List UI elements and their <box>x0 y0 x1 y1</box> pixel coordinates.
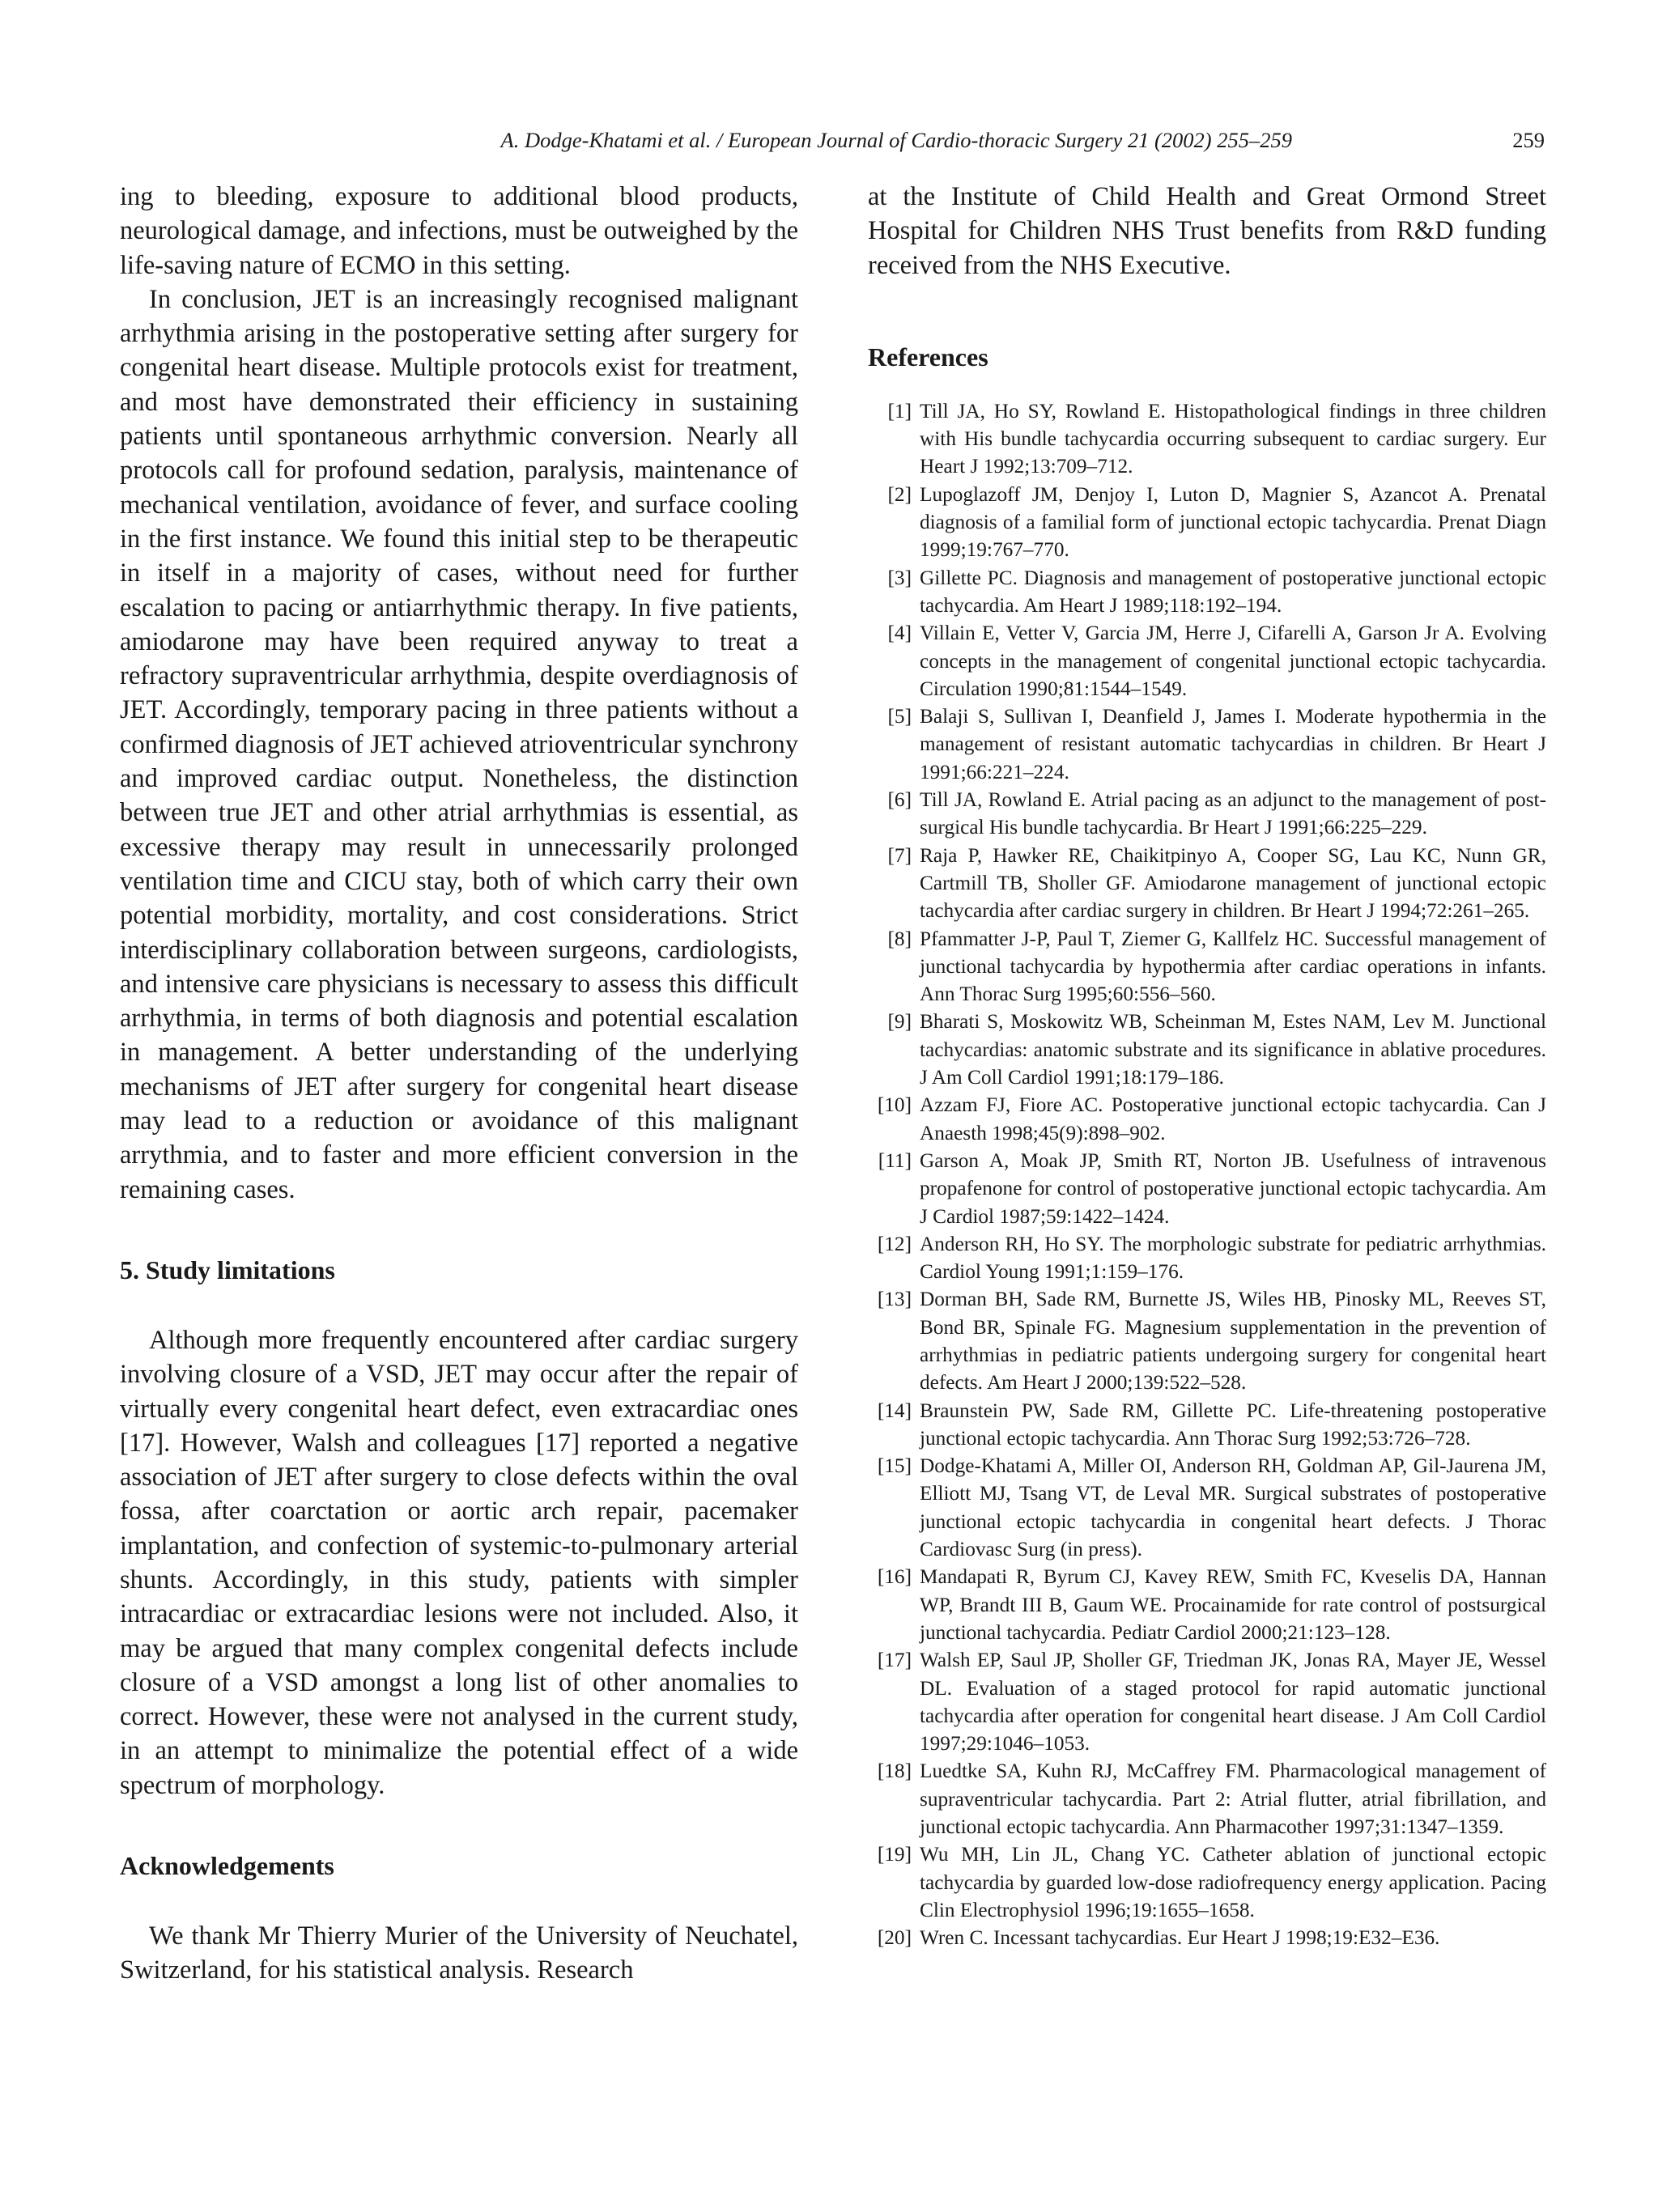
reference-item <box>868 1646 1546 1757</box>
reference-item <box>868 1230 1546 1286</box>
reference-item <box>868 925 1546 1008</box>
reference-text: Raja P, Hawker RE, Chaikitpinyo A, Cooper SG, Lau KC, Nunn GR, Cartmill TB, Sholler GF. Amiodarone management of junctional ectopic tachycardia after cardiac surgery in children. Br Heart J 1994;72:261–265. <box>920 843 1546 923</box>
right-column <box>868 180 1546 1952</box>
reference-item <box>868 1091 1546 1147</box>
reference-number: [15] <box>877 1454 912 1478</box>
paragraph-study-limitations: Although more frequently encountered after cardiac surgery involving closure of a VSD, JET may occur after the repair of virtually every congenital heart defect, even extracardiac ones [17]. However, Walsh and colleagues [17] reported a negative association of JET after surgery to close defects within the oval fossa, after coarctation or aortic arch repair, pacemaker implantation, and confection of systemic-to-pulmonary arterial shunts. Accordingly, in this study, patients with simpler intracardiac or extracardiac lesions were not included. Also, it may be argued that many complex congenital defects include closure of a VSD amongst a long list of other anomalies to correct. However, these were not analysed in the current study, in an attempt to minimalize the potential effect of a wide spectrum of morphology. <box>120 1325 798 1800</box>
reference-text: Luedtke SA, Kuhn RJ, McCaffrey FM. Pharmacological management of supraventricular tachycardia. Part 2: Atrial flutter, atrial fibrillation, and junctional ectopic tachycardia. Ann Pharmacother 1997;31:1347–1359. <box>920 1760 1546 1839</box>
reference-item <box>868 619 1546 703</box>
reference-number: [2] <box>887 482 912 506</box>
reference-item <box>868 397 1546 481</box>
reference-item <box>868 1924 1546 1951</box>
reference-number: [1] <box>887 399 912 422</box>
reference-item <box>868 703 1546 786</box>
reference-number: [12] <box>877 1232 912 1255</box>
reference-number: [17] <box>877 1649 912 1672</box>
reference-item <box>868 1397 1546 1453</box>
reference-number: [4] <box>887 622 912 645</box>
reference-item <box>868 1757 1546 1841</box>
reference-text: Azzam FJ, Fiore AC. Postoperative junctional ectopic tachycardia. Can J Anaesth 1998;45(9):898–902. <box>920 1093 1546 1144</box>
paragraph-conclusion: In conclusion, JET is an increasingly recognised malignant arrhythmia arising in the postoperative setting after surgery for congenital heart disease. Multiple protocols exist for treatment, and most have demonstrated their efficiency in sustaining patients until spontaneous arrhythmic conversion. Nearly all protocols call for profound sedation, paralysis, maintenance of mechanical ventilation, avoidance of fever, and surface cooling in the first instance. We found this initial step to be therapeutic in itself in a majority of cases, without need for further escalation to pacing or antiarrhythmic therapy. In five patients, amiodarone may have been required anyway to treat a refractory supraventricular arrhythmia, despite overdiagnosis of JET. Accordingly, temporary pacing in three patients without a confirmed diagnosis of JET achieved atrioventricular synchrony and improved cardiac output. Nonetheless, the distinction between true JET and other atrial arrhythmias is essential, as excessive therapy may result in unnecessarily prolonged ventilation time and CICU stay, both of which carry their own potential morbidity, mortality, and cost considerations. Strict interdisciplinary collaboration between surgeons, cardiologists, and intensive care physicians is necessary to assess this difficult arrhythmia, in terms of both diagnosis and potential escalation in management. A better understanding of the underlying mechanisms of JET after surgery for congenital heart disease may lead to a reduction or avoidance of this malignant arrythmia, and to faster and more efficient conversion in the remaining cases. <box>120 284 798 1204</box>
reference-text: Villain E, Vetter V, Garcia JM, Herre J, Cifarelli A, Garson Jr A. Evolving concepts in the management of congenital junctional ectopic tachycardia. Circulation 1990;81:1544–1549. <box>920 622 1546 700</box>
reference-text: Till JA, Rowland E. Atrial pacing as an adjunct to the management of post-surgical His bundle tachycardia. Br Heart J 1991;66:225–229. <box>920 788 1546 839</box>
reference-text: Balaji S, Sullivan I, Deanfield J, James I. Moderate hypothermia in the management of resistant automatic tachycardias in children. Br Heart J 1991;66:221–224. <box>920 705 1546 783</box>
reference-text: Garson A, Moak JP, Smith RT, Norton JB. Usefulness of intravenous propafenone for control of postoperative junctional ectopic tachycardia. Am J Cardiol 1987;59:1422–1424. <box>920 1148 1546 1228</box>
reference-number: [14] <box>877 1399 912 1422</box>
reference-text: Gillette PC. Diagnosis and management of postoperative junctional ectopic tachycardia. Am Heart J 1989;118:192–194. <box>920 566 1546 617</box>
reference-text: Walsh EP, Saul JP, Sholler GF, Triedman JK, Jonas RA, Mayer JE, Wessel DL. Evaluation of a staged protocol for rapid automatic junctional tachycardia after operation for congenital heart disease. J Am Coll Cardiol 1997;29:1046–1053. <box>920 1649 1546 1756</box>
reference-number: [3] <box>887 566 912 589</box>
reference-number: [18] <box>877 1760 912 1783</box>
reference-text: Dorman BH, Sade RM, Burnette JS, Wiles HB, Pinosky ML, Reeves ST, Bond BR, Spinale FG. Magnesium supplementation in the prevention of arrhythmias in pediatric patients undergoing surgery for congenital heart defects. Am Heart J 2000;139:522–528. <box>920 1288 1546 1395</box>
reference-item <box>868 481 1546 564</box>
reference-text: Anderson RH, Ho SY. The morphologic substrate for pediatric arrhythmias. Cardiol Young 1991;1:159–176. <box>920 1232 1546 1284</box>
reference-text: Braunstein PW, Sade RM, Gillette PC. Life-threatening postoperative junctional ectopic tachycardia. Ann Thorac Surg 1992;53:726–728. <box>920 1399 1546 1450</box>
reference-item <box>868 1285 1546 1396</box>
reference-text: Bharati S, Moskowitz WB, Scheinman M, Estes NAM, Lev M. Junctional tachycardias: anatomic substrate and its significance in ablative procedures. J Am Coll Cardiol 1991;18:179–186. <box>920 1010 1546 1089</box>
reference-text: Wu MH, Lin JL, Chang YC. Catheter ablation of junctional ectopic tachycardia by guarded low-dose radiofrequency energy application. Pacing Clin Electrophysiol 1996;19:1655–1658. <box>920 1843 1546 1921</box>
reference-text: Mandapati R, Byrum CJ, Kavey REW, Smith FC, Kveselis DA, Hannan WP, Brandt III B, Gaum WE. Procainamide for rate control of postsurgical junctional tachycardia. Pediatr Cardiol 2000;21:123–128. <box>920 1565 1546 1644</box>
reference-text: Lupoglazoff JM, Denjoy I, Luton D, Magnier S, Azancot A. Prenatal diagnosis of a familial form of junctional ectopic tachycardia. Prenat Diagn 1999;19:767–770. <box>920 482 1546 562</box>
reference-text: Pfammatter J-P, Paul T, Ziemer G, Kallfelz HC. Successful management of junctional tachycardia by hypothermia after cardiac operations in infants. Ann Thorac Surg 1995;60:556–560. <box>920 927 1546 1006</box>
section-heading-acknowledgements: Acknowledgements <box>120 1851 334 1881</box>
reference-number: [9] <box>887 1010 912 1034</box>
running-head-title: A. Dodge-Khatami et al. / European Journal of Cardio-thoracic Surgery 21 (2002) 255–259 <box>500 128 1292 152</box>
reference-item <box>868 786 1546 842</box>
left-column <box>120 180 798 1988</box>
reference-text: Wren C. Incessant tachycardias. Eur Heart J 1998;19:E32–E36. <box>920 1926 1440 1950</box>
reference-number: [16] <box>877 1565 912 1589</box>
reference-item <box>868 1147 1546 1230</box>
reference-number: [8] <box>887 927 912 950</box>
reference-item <box>868 1008 1546 1091</box>
running-head <box>120 128 1545 160</box>
reference-item <box>868 1841 1546 1924</box>
reference-number: [13] <box>877 1288 912 1311</box>
reference-list <box>868 397 1546 1952</box>
reference-item <box>868 842 1546 925</box>
reference-number: [11] <box>878 1148 912 1172</box>
reference-number: [20] <box>877 1926 912 1950</box>
reference-item <box>868 1452 1546 1563</box>
reference-item <box>868 1563 1546 1646</box>
reference-number: [7] <box>887 843 912 867</box>
paragraph-acknowledgements-continued: at the Institute of Child Health and Great Ormond Street Hospital for Children NHS Trust benefits from R&D funding received from the NHS Executive. <box>868 182 1546 280</box>
reference-text: Till JA, Ho SY, Rowland E. Histopathological findings in three children with His bundle tachycardia occurring subsequent to cardiac surgery. Eur Heart J 1992;13:709–712. <box>920 399 1546 478</box>
paragraph-acknowledgements: We thank Mr Thierry Murier of the University of Neuchatel, Switzerland, for his statistical analysis. Research <box>120 1921 798 1985</box>
reference-number: [10] <box>877 1093 912 1117</box>
reference-text: Dodge-Khatami A, Miller OI, Anderson RH, Goldman AP, Gil-Jaurena JM, Elliott MJ, Tsang VT, de Leval MR. Surgical substrates of postoperative junctional ectopic tachycardia in congenital heart defects. J Thorac Cardiovasc Surg (in press). <box>920 1454 1546 1561</box>
reference-number: [19] <box>877 1843 912 1866</box>
reference-item <box>868 564 1546 620</box>
references-heading: References <box>868 342 988 371</box>
reference-number: [5] <box>887 705 912 728</box>
section-heading-study-limitations: 5. Study limitations <box>120 1255 335 1284</box>
reference-number: [6] <box>887 788 912 812</box>
paragraph-continuation: ing to bleeding, exposure to additional blood products, neurological damage, and infections, must be outweighed by the life-saving nature of ECMO in this setting. <box>120 182 798 280</box>
page-number: 259 <box>1512 128 1545 152</box>
